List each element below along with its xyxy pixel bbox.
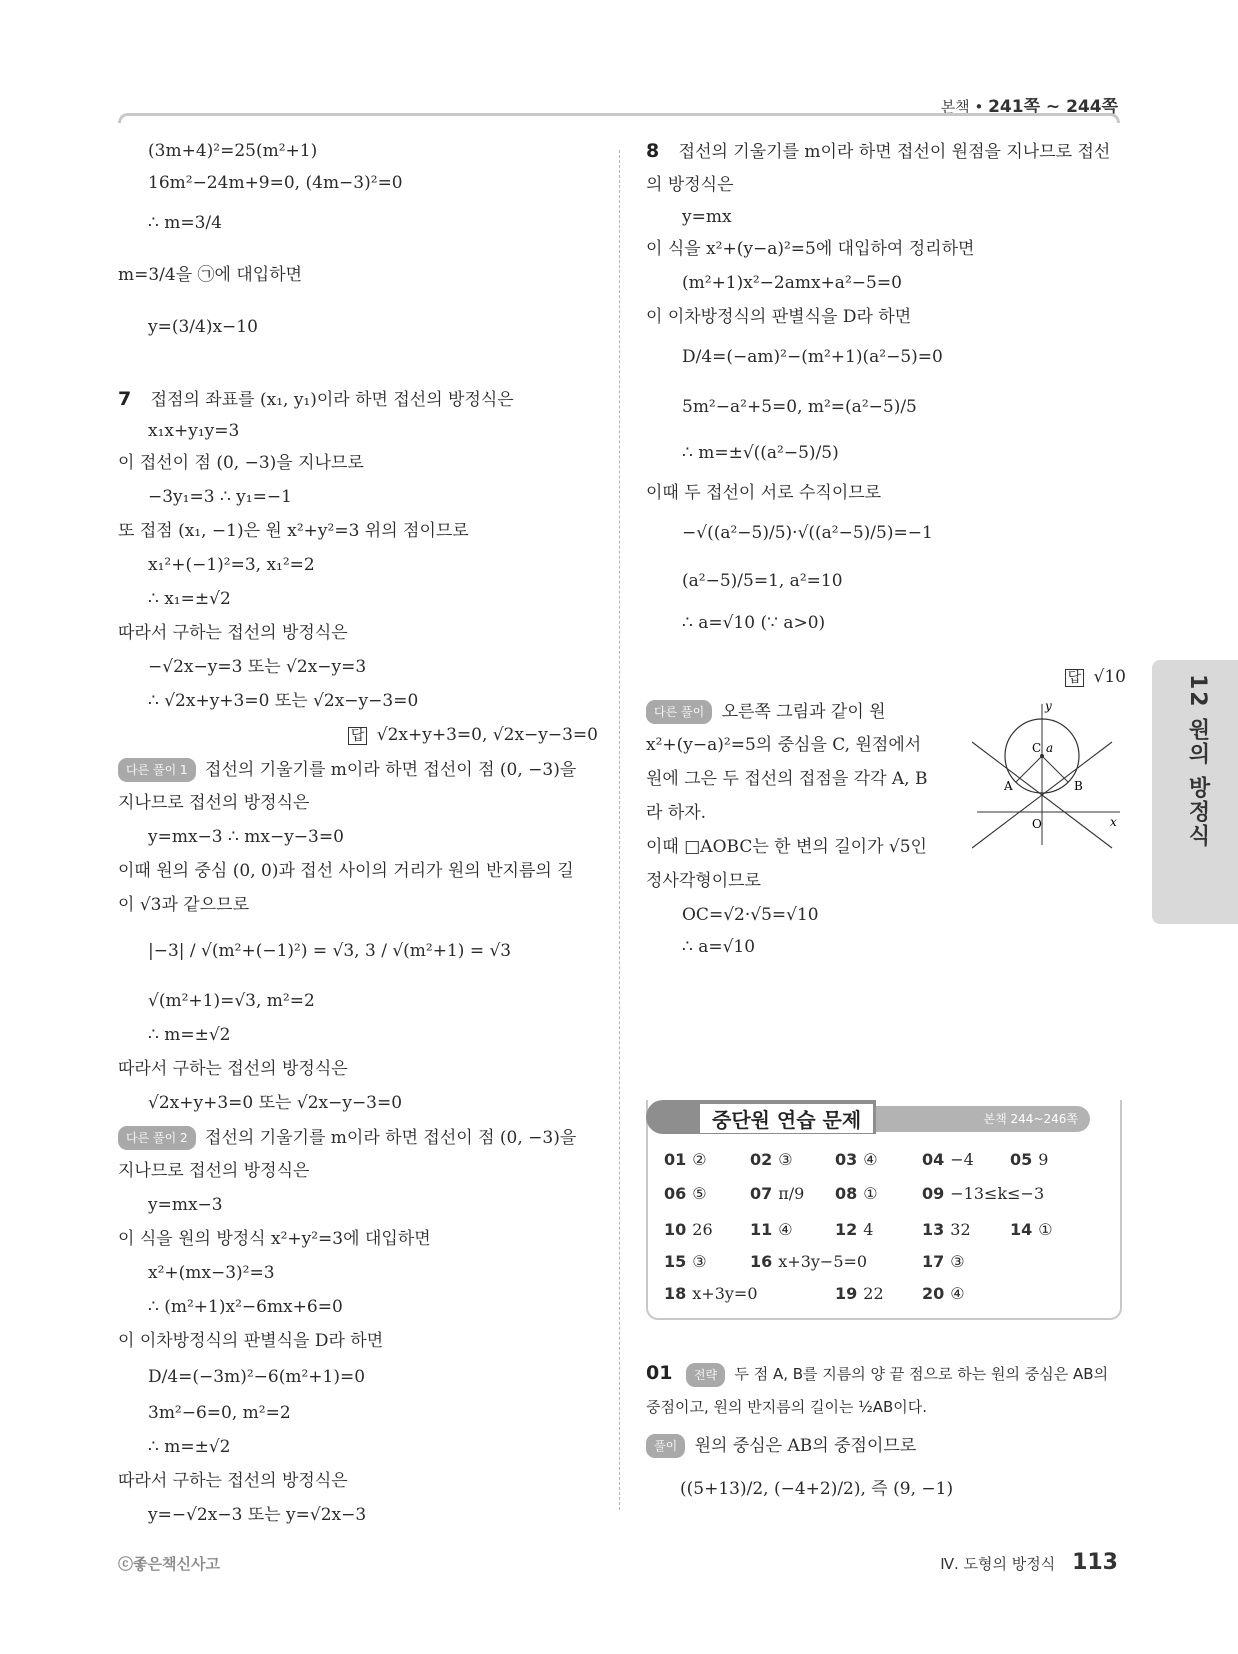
- page-range: 241쪽 ~ 244쪽: [988, 97, 1118, 117]
- math-line: y=mx: [682, 207, 732, 227]
- math-line: ∴ a=√10: [682, 937, 756, 957]
- column-divider: [619, 150, 620, 1510]
- math-line: 5m²−a²+5=0, m²=(a²−5)/5: [682, 397, 917, 417]
- text-line: m=3/4을 ㉠에 대입하면: [118, 265, 303, 285]
- text-line: 라 하자.: [646, 803, 707, 823]
- text-line: 원에 그은 두 접선의 접점을 각각 A, B: [646, 769, 928, 789]
- radius-CA: [1016, 756, 1042, 782]
- review-title: 중단원 연습 문제: [700, 1104, 873, 1133]
- text-line: 따라서 구하는 접선의 방정식은: [118, 623, 348, 643]
- problem-number-01: 01: [646, 1362, 673, 1384]
- alt-solution-badge: 다른 풀이: [646, 700, 712, 724]
- label-a: a: [1046, 741, 1054, 755]
- answer-item: 04 −4: [922, 1150, 974, 1169]
- answer-item: 01 ②: [664, 1150, 707, 1169]
- answer-item: 09 −13≤k≤−3: [922, 1184, 1045, 1203]
- math-line: ∴ √2x+y+3=0 또는 √2x−y−3=0: [148, 691, 419, 711]
- text-line: 이 √3과 같으므로: [118, 895, 249, 915]
- math-line: ∴ m=3/4: [148, 213, 222, 233]
- math-line: −√2x−y=3 또는 √2x−y=3: [148, 657, 367, 677]
- math-line: 3m²−6=0, m²=2: [148, 1403, 291, 1423]
- math-line: √(m²+1)=√3, m²=2: [148, 991, 315, 1011]
- label-B: B: [1074, 779, 1083, 793]
- answer-icon: 답: [1065, 669, 1085, 687]
- math-line: ∴ (m²+1)x²−6mx+6=0: [148, 1297, 343, 1317]
- book-label: 본책: [940, 98, 970, 116]
- problem-number-8: 8: [646, 140, 660, 162]
- math-line: ∴ a=√10 (∵ a>0): [682, 613, 826, 633]
- radius-CB: [1042, 756, 1068, 782]
- text-line: 이때 □AOBC는 한 변의 길이가 √5인: [646, 837, 927, 857]
- text-line: 이 식을 원의 방정식 x²+y²=3에 대입하면: [118, 1229, 431, 1249]
- math-line: D/4=(−3m)²−6(m²+1)=0: [148, 1367, 366, 1387]
- answer-item: 15 ③: [664, 1252, 707, 1271]
- math-line: x²+(mx−3)²=3: [148, 1263, 275, 1283]
- top-rule: [118, 113, 1120, 123]
- alt-solution-2-badge: 다른 풀이 2: [118, 1126, 196, 1150]
- solution-badge: 풀이: [646, 1434, 685, 1458]
- text-line: 지나므로 접선의 방정식은: [118, 1161, 310, 1181]
- text-line: 접선의 기울기를 m이라 하면 접선이 원점을 지나므로 접선: [678, 142, 1111, 162]
- answer-item: 12 4: [835, 1220, 874, 1239]
- answer-line: [348, 724, 598, 747]
- math-line: y=(3/4)x−10: [148, 317, 258, 337]
- text-line: x²+(y−a)²=5의 중심을 C, 원점에서: [646, 735, 922, 755]
- label-A: A: [1004, 779, 1013, 793]
- circle-tangent-figure: [972, 700, 1122, 850]
- text-line: 따라서 구하는 접선의 방정식은: [118, 1471, 348, 1491]
- answer-item: 18 x+3y=0: [664, 1284, 758, 1303]
- text-line: 접선의 기울기를 m이라 하면 접선이 점 (0, −3)을: [205, 759, 577, 780]
- text-line: 지나므로 접선의 방정식은: [118, 793, 310, 813]
- answer-item: 13 32: [922, 1220, 971, 1239]
- chapter-name: Ⅳ. 도형의 방정식: [940, 1555, 1056, 1573]
- math-line: −√((a²−5)/5)·√((a²−5)/5)=−1: [682, 523, 933, 543]
- answer-item: 11 ④: [750, 1220, 793, 1239]
- answer-item: 06 ⑤: [664, 1184, 707, 1203]
- x-axis-label: x: [1110, 815, 1117, 829]
- answer-item: 08 ①: [835, 1184, 878, 1203]
- text-line: 이 접선이 점 (0, −3)을 지나므로: [118, 453, 364, 473]
- answer-item: 03 ④: [835, 1150, 878, 1169]
- text-line: 이 이차방정식의 판별식을 D라 하면: [118, 1331, 384, 1351]
- math-line: (3m+4)²=25(m²+1): [148, 141, 318, 161]
- math-line: 16m²−24m+9=0, (4m−3)²=0: [148, 173, 403, 193]
- publisher-logo: ⓒ좋은책신사고: [118, 1555, 220, 1573]
- answer-item: 14 ①: [1010, 1220, 1053, 1239]
- text-line: 이 이차방정식의 판별식을 D라 하면: [646, 307, 912, 327]
- footer-right: [940, 1550, 1118, 1575]
- strategy-badge: 전략: [686, 1363, 725, 1387]
- text-line: 두 점 A, B를 지름의 양 끝 점으로 하는 원의 중심은 AB의: [734, 1365, 1109, 1383]
- review-ref: 본책 244~246쪽: [983, 1112, 1078, 1126]
- answer-item: 05 9: [1010, 1150, 1049, 1169]
- answer-icon: 답: [348, 727, 368, 745]
- text-line: 이때 두 접선이 서로 수직이므로: [646, 483, 882, 503]
- answer-item: 20 ④: [922, 1284, 965, 1303]
- review-header: [646, 1100, 1090, 1134]
- answer-item: 10 26: [664, 1220, 713, 1239]
- text-line: 중점이고, 원의 반지름의 길이는 ½AB이다.: [646, 1398, 928, 1416]
- answer-line: [1065, 666, 1126, 689]
- text-line: 오른쪽 그림과 같이 원: [721, 701, 886, 722]
- text-line: 따라서 구하는 접선의 방정식은: [118, 1059, 348, 1079]
- math-line: D/4=(−am)²−(m²+1)(a²−5)=0: [682, 347, 943, 367]
- math-line: y=−√2x−3 또는 y=√2x−3: [148, 1505, 367, 1525]
- text-line: 접선의 기울기를 m이라 하면 접선이 점 (0, −3)을: [205, 1127, 577, 1148]
- alt-solution-1-badge: 다른 풀이 1: [118, 758, 196, 782]
- chapter-tab-label: 12 원의 방정식: [1185, 674, 1210, 848]
- page-number: 113: [1072, 1550, 1118, 1575]
- chapter-side-tab: [1152, 660, 1238, 924]
- math-line: ∴ m=±√2: [148, 1025, 231, 1045]
- math-line: −3y₁=3 ∴ y₁=−1: [148, 487, 292, 507]
- math-line: y=mx−3: [148, 1195, 223, 1215]
- answer-item: 19 22: [835, 1284, 884, 1303]
- math-line: ∴ x₁=±√2: [148, 589, 231, 609]
- label-C: C: [1032, 741, 1042, 755]
- math-line: x₁x+y₁y=3: [148, 421, 240, 441]
- math-line: (a²−5)/5=1, a²=10: [682, 571, 843, 591]
- answer-item: 16 x+3y−5=0: [750, 1252, 868, 1271]
- math-line: OC=√2·√5=√10: [682, 905, 819, 925]
- text-line: 이때 원의 중심 (0, 0)과 접선 사이의 거리가 원의 반지름의 길: [118, 861, 574, 881]
- answer-item: 17 ③: [922, 1252, 965, 1271]
- math-line: ∴ m=±√((a²−5)/5): [682, 443, 839, 463]
- math-line: ((5+13)/2, (−4+2)/2), 즉 (9, −1): [680, 1479, 954, 1499]
- answer-item: 02 ③: [750, 1150, 793, 1169]
- text-line: 의 방정식은: [646, 175, 734, 195]
- answer-text: √2x+y+3=0, √2x−y−3=0: [376, 725, 598, 745]
- math-line: ∴ m=±√2: [148, 1437, 231, 1457]
- answer-item: 07 π/9: [750, 1184, 805, 1203]
- header-bullet: •: [974, 98, 984, 116]
- text-line: 또 접점 (x₁, −1)은 원 x²+y²=3 위의 점이므로: [118, 521, 469, 541]
- text-line: 정사각형이므로: [646, 871, 761, 891]
- math-line: |−3| / √(m²+(−1)²) = √3, 3 / √(m²+1) = √3: [148, 941, 512, 961]
- y-axis-label: y: [1045, 700, 1052, 713]
- math-line: x₁²+(−1)²=3, x₁²=2: [148, 555, 315, 575]
- text-line: 접점의 좌표를 (x₁, y₁)이라 하면 접선의 방정식은: [150, 390, 514, 410]
- math-line: (m²+1)x²−2amx+a²−5=0: [682, 273, 902, 293]
- math-line: y=mx−3 ∴ mx−y−3=0: [148, 827, 344, 847]
- problem-number-7: 7: [118, 388, 132, 410]
- text-line: 이 식을 x²+(y−a)²=5에 대입하여 정리하면: [646, 239, 975, 259]
- label-O: O: [1032, 817, 1042, 831]
- math-line: √2x+y+3=0 또는 √2x−y−3=0: [148, 1093, 403, 1113]
- text-line: 원의 중심은 AB의 중점이므로: [694, 1435, 917, 1456]
- answer-text: √10: [1093, 667, 1126, 687]
